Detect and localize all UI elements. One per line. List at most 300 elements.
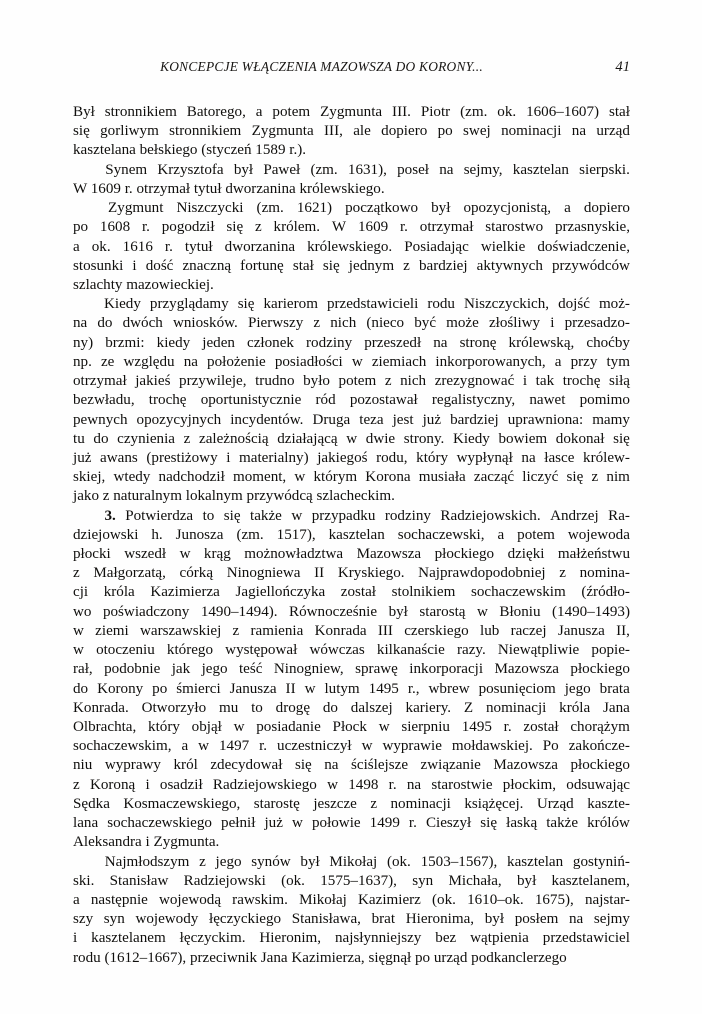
word: przyglądamy (149, 296, 229, 313)
word: opozycyjnych (136, 411, 222, 428)
text-line (73, 122, 630, 141)
word: do (97, 315, 113, 332)
word: Kosmaczewskiego, (123, 795, 241, 812)
word: tytuł (184, 238, 213, 255)
word: Zygmunt (108, 200, 164, 217)
word: stał (292, 257, 314, 274)
word: Konrada. (73, 699, 129, 716)
word: 1616 (122, 238, 153, 255)
text-line: W 1609 r. otrzymał tytuł dworzanina królewskiego. (73, 180, 385, 197)
word: r. (503, 719, 512, 735)
word: w (346, 430, 358, 447)
word: stronnikiem (104, 104, 177, 120)
word: siłą (609, 373, 630, 390)
word: Radziejowskiego (212, 776, 317, 793)
word: II (285, 680, 296, 697)
word: był (233, 161, 254, 178)
word: Najmłodszym (104, 853, 190, 870)
word: skiej, (73, 469, 106, 486)
paragraph-indent (73, 295, 95, 314)
word: został (523, 719, 559, 735)
word: 1608 (99, 219, 131, 236)
word: i (226, 449, 231, 466)
word: sochaczewskiego (107, 815, 212, 832)
word: łęczyckiego (209, 911, 282, 928)
word: 1498 (348, 776, 379, 793)
word: sierpniu (401, 719, 450, 735)
word: jego (201, 661, 228, 678)
word: na (439, 161, 454, 178)
word: incydentów. (230, 411, 304, 428)
text-line (73, 910, 630, 929)
word: pełnił (221, 815, 256, 832)
word: w (73, 622, 84, 639)
word: urząd (596, 123, 630, 140)
word: z (255, 219, 262, 236)
word: już (73, 449, 92, 466)
word: Radziejowskich. (440, 507, 541, 524)
word: Jana (603, 699, 630, 716)
text-line (73, 718, 630, 737)
word: doświadczenie, (537, 238, 630, 255)
word: Konrada (314, 622, 367, 639)
word: na (73, 315, 88, 332)
word: posunięciom (478, 680, 556, 697)
word: w (292, 815, 303, 832)
word: był (431, 200, 451, 217)
word: się (237, 296, 255, 313)
word: dalszej (350, 699, 393, 716)
word: z (370, 795, 378, 812)
word: z (591, 469, 599, 486)
word: królewskiego. (307, 238, 393, 255)
word: mu (218, 699, 239, 716)
word: Stanisław (109, 872, 169, 889)
word: rodziny (384, 507, 431, 524)
word: do (93, 430, 109, 447)
word: Jagiellończyka (235, 584, 326, 601)
word: nawet (529, 392, 566, 409)
word: się (322, 257, 340, 274)
word: Janusza (229, 680, 277, 697)
word: przedstawiciel (542, 930, 630, 947)
word: Mazowsza (356, 546, 422, 563)
word: zacząć (473, 469, 515, 486)
word: nich (400, 373, 427, 390)
word: jak (171, 661, 191, 678)
text-line (73, 872, 630, 891)
word: Małgorzatą, (93, 565, 166, 582)
word: po (152, 680, 168, 697)
word: jest (392, 411, 414, 428)
word: ski. (73, 872, 95, 889)
word: sochaczewski, (397, 526, 485, 543)
word: najsłynniejszy (334, 930, 422, 947)
word: przasnyskie, (554, 219, 630, 236)
word: przesadzo- (564, 315, 630, 332)
word: razy. (456, 642, 486, 659)
word: złośliwy (488, 315, 541, 332)
word: był (300, 853, 320, 870)
word: w (351, 353, 363, 370)
word: książęcej. (464, 795, 524, 812)
word: z (232, 622, 240, 639)
word: gorliwym (100, 123, 159, 140)
word: w (233, 719, 245, 735)
word: także (546, 815, 579, 832)
word: r. (259, 738, 268, 755)
word: królewską, (508, 334, 575, 351)
section-number: 3. (104, 507, 116, 524)
word: r. (408, 815, 417, 832)
word: Najprawdopodobniej (418, 565, 546, 582)
word: Janusza (557, 622, 605, 639)
word: w (476, 603, 488, 620)
word: otrzymał (73, 373, 127, 390)
text-line (73, 372, 630, 391)
word: stolnikiem (391, 584, 456, 601)
word: opozycjonistą, (463, 200, 552, 217)
word: warszawskiej (139, 622, 222, 639)
text-line (73, 891, 630, 910)
word: ziemiach (371, 353, 427, 370)
word: popie- (591, 642, 630, 659)
word: ród (315, 392, 336, 409)
word: dojść (558, 296, 590, 313)
word: córką (179, 565, 214, 582)
word: starostą (419, 603, 466, 620)
word: królem. (273, 219, 321, 236)
word: dopiero (583, 200, 630, 217)
word: sochaczewskim (470, 584, 566, 601)
word: kasztelan (512, 161, 569, 178)
word: posiadanie (256, 719, 321, 735)
word: z (313, 315, 321, 332)
word: śmierci (176, 680, 221, 697)
word: w (179, 546, 191, 563)
paragraph (73, 103, 630, 161)
word: syn (412, 872, 434, 889)
word: Andrzej (550, 507, 599, 524)
word: z (199, 853, 206, 870)
word: się (613, 430, 630, 447)
word: Był (73, 104, 95, 120)
word: Sędka (73, 795, 110, 812)
word: Niszczyckich, (463, 296, 550, 313)
word: potem (517, 526, 555, 543)
text-line (73, 583, 630, 602)
paragraph (73, 161, 630, 199)
text-line (73, 641, 630, 660)
word: płocki (73, 546, 111, 563)
word: Mazowsza (494, 661, 560, 678)
word: h. (151, 526, 163, 543)
word: (nieco (366, 315, 405, 332)
word: na (183, 353, 198, 370)
word: niu (73, 757, 93, 774)
word: płockim, (502, 776, 557, 793)
word: było (303, 373, 330, 390)
word: Pierwszy (247, 315, 304, 332)
text-line (73, 680, 630, 699)
word: awans (100, 449, 138, 466)
word: podobnie (104, 661, 161, 678)
word: który (148, 719, 180, 735)
word: Paweł (263, 161, 301, 178)
word: lana (73, 815, 99, 832)
word: był (484, 911, 505, 928)
word: stosunki (73, 257, 124, 274)
word: syn (103, 911, 125, 928)
word: najstar- (584, 891, 630, 908)
word: 1517), (276, 526, 316, 543)
word: w (73, 642, 84, 659)
word: Ninogniew, (273, 661, 344, 678)
word: (ok. (386, 853, 411, 870)
text-line (73, 526, 630, 545)
word: r. (399, 219, 408, 236)
text-line (73, 199, 630, 218)
word: Urząd (536, 795, 574, 812)
word: trudno (255, 373, 295, 390)
word: gostyniń- (572, 853, 630, 870)
word: fortunę (240, 257, 284, 274)
word: oportunistycznie (200, 392, 302, 409)
word: Równocześnie (289, 603, 378, 620)
word: posiadłości (274, 353, 343, 370)
word: następnie (90, 891, 148, 908)
text-line (73, 411, 630, 430)
word: czerskiego (404, 622, 469, 639)
word: bez (435, 930, 457, 947)
text-line (73, 545, 630, 564)
text-line: jako z naturalnym lokalnym przywódcą szlacheckim. (73, 488, 395, 505)
word: kariery. (405, 699, 452, 716)
word: dwie (365, 430, 396, 447)
word: musiała (418, 469, 466, 486)
word: stronę (459, 334, 497, 351)
text-line (73, 295, 630, 314)
word: związanie (420, 757, 481, 774)
word: ale (353, 123, 371, 140)
word: wo (73, 603, 92, 620)
word: płockiego (570, 757, 630, 774)
word: i (132, 257, 137, 274)
word: tym (606, 353, 630, 370)
word: zależnością (199, 430, 269, 447)
word: moment, (232, 469, 287, 486)
word: 1495 (461, 719, 492, 735)
word: dopiero (381, 123, 428, 140)
word: się (73, 123, 90, 140)
word: łaską (506, 815, 538, 832)
word: i (522, 373, 528, 390)
word: położenie (207, 353, 266, 370)
word: starostę (253, 795, 300, 812)
word: poseł (397, 161, 429, 178)
word: Ra- (608, 507, 630, 524)
word: łasce (544, 449, 575, 466)
word: nomina- (579, 565, 630, 582)
paragraph (73, 853, 630, 968)
text-line: Aleksandra i Zygmunta. (73, 834, 220, 851)
word: ściślejsze (351, 757, 409, 774)
word: teść (238, 661, 263, 678)
word: się (566, 469, 584, 486)
word: odsuwając (566, 776, 630, 793)
word: Michała, (448, 872, 502, 889)
word: który (416, 449, 449, 466)
word: chorążym (570, 719, 630, 735)
word: 1621) (296, 200, 333, 217)
word: nadchodził (158, 469, 225, 486)
word: działającą (277, 430, 338, 447)
word: bardziej (418, 257, 468, 274)
word: i (145, 776, 150, 793)
text-line (73, 699, 630, 718)
word: r. (141, 219, 150, 236)
word: w (361, 738, 373, 755)
word: inkorporowanych, (435, 353, 546, 370)
word: z (73, 565, 80, 582)
word: z (403, 257, 410, 274)
word: cji (73, 584, 89, 601)
word: brzmi: (105, 334, 145, 351)
word: wątpienia (470, 930, 529, 947)
word: III (377, 622, 393, 639)
text-line (73, 853, 630, 872)
word: wypłynął (456, 449, 513, 466)
word: swej (463, 123, 491, 140)
word: jakiegoś (317, 449, 368, 466)
word: synów (251, 853, 291, 870)
text-line (73, 468, 630, 487)
word: moż- (598, 296, 630, 313)
word: tu (73, 430, 85, 447)
word: przedstawicieli (326, 296, 419, 313)
word: zakończe- (568, 738, 630, 755)
paragraph (73, 295, 630, 506)
word: przywileje, (179, 373, 247, 390)
text-line: rodu (1612–1667), przeciwnik Jana Kazimierza, sięgnął po urząd podkanclerzego (73, 949, 567, 966)
word: jeden (202, 334, 235, 351)
word: W (331, 219, 347, 236)
word: i (73, 930, 78, 947)
word: mamy (592, 411, 630, 428)
word: możnowładztwa (244, 546, 344, 563)
word: a (73, 891, 80, 908)
word: a (255, 104, 263, 120)
word: jego (215, 853, 242, 870)
word: dokonał (555, 430, 605, 447)
word: Niewątpliwie (497, 642, 580, 659)
word: dwóch (122, 315, 163, 332)
word: lutym (324, 680, 360, 697)
word: już (264, 815, 283, 832)
word: teza (359, 411, 384, 428)
text-line (73, 430, 630, 449)
text-line (73, 795, 630, 814)
word: posłem (514, 911, 559, 928)
word: na (571, 123, 587, 140)
word: otrzymał (419, 219, 474, 236)
word: występował (225, 642, 298, 659)
word: się (226, 219, 244, 236)
word: rał, (73, 661, 93, 678)
word: a (181, 738, 189, 755)
word: Z (463, 699, 474, 716)
word: się (223, 507, 241, 524)
word: Synem (105, 161, 148, 178)
word: Mikołaj (329, 853, 378, 870)
word: wojewoda (567, 526, 630, 543)
word: Otworzyło (141, 699, 207, 716)
word: (zm. (460, 104, 488, 120)
word: pomimo (579, 392, 630, 409)
word: szy (73, 911, 94, 928)
word: z (73, 776, 80, 793)
word: osadził (159, 776, 203, 793)
word: królów (587, 815, 630, 832)
word: Kazimierz (358, 891, 421, 908)
text-line (73, 314, 630, 333)
word: starostwie (431, 776, 493, 793)
word: stronnikiem (169, 123, 242, 140)
word: Radziejowski (183, 872, 266, 889)
word: 1609 (357, 219, 389, 236)
word: rodu, (376, 449, 408, 466)
word: 1495 (368, 680, 399, 697)
word: został (340, 584, 377, 601)
word: króla (559, 699, 591, 716)
word: Posiadając (404, 238, 469, 255)
word: II, (616, 622, 630, 639)
word: uczestniczył (277, 738, 352, 755)
word: objął (191, 719, 222, 735)
word: aktywnych (476, 257, 543, 274)
text-line (73, 449, 630, 468)
word: ze (100, 353, 115, 370)
word: 1606–1607) (526, 104, 600, 120)
word: na (324, 757, 339, 774)
word: którego (166, 642, 214, 659)
word: jednym (348, 257, 395, 274)
body-text-block (73, 103, 630, 968)
word: wszedł (124, 546, 167, 563)
word: Korona (365, 469, 411, 486)
text-line (73, 603, 630, 622)
word: (ok. (281, 872, 305, 889)
word: rodu (427, 296, 455, 313)
word: wniosków. (172, 315, 238, 332)
word: nominacji (390, 795, 451, 812)
word: r. (388, 776, 397, 793)
word: płockiego (570, 661, 630, 678)
word: Potwierdza (125, 507, 194, 524)
word: Mikołaj (299, 891, 347, 908)
word: także (250, 507, 282, 524)
word: drogę (275, 699, 311, 716)
word: Hieronim, (259, 930, 322, 947)
word: poświadczony (102, 603, 190, 620)
word: pozostawał (349, 392, 418, 409)
word: królew- (583, 449, 630, 466)
word: kaszte- (587, 795, 630, 812)
word: zrezygnować (434, 373, 515, 390)
word: przywódców (552, 257, 630, 274)
word: Druga (312, 411, 351, 428)
word: III, (324, 123, 343, 140)
